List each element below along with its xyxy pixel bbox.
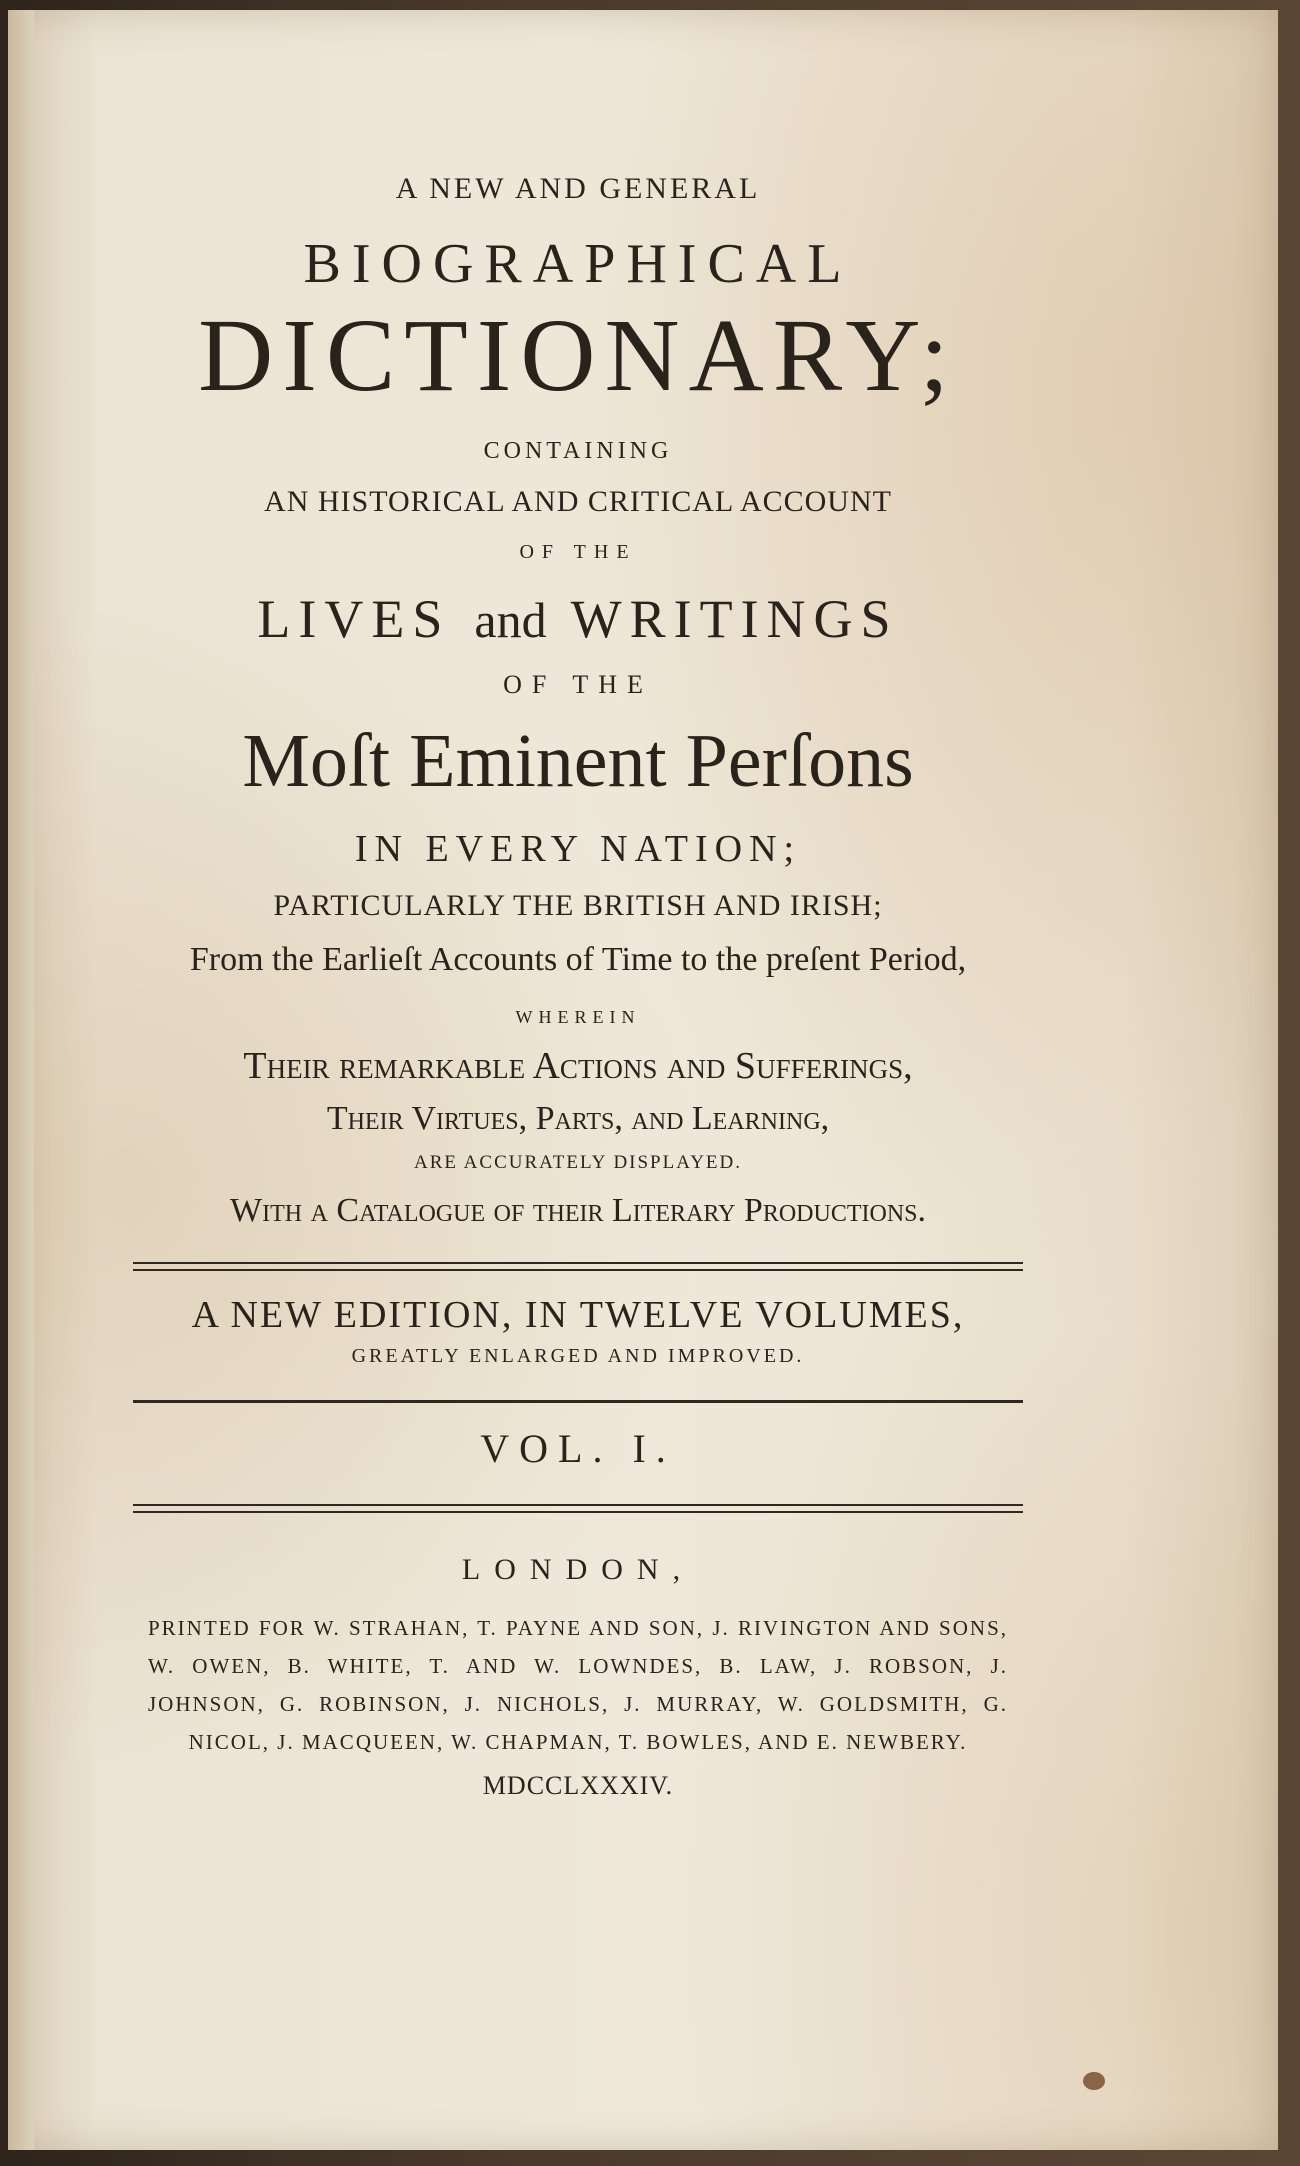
line-accurately-displayed: ARE ACCURATELY DISPLAYED. [413,1152,743,1173]
line-every-nation: IN EVERY NATION; [354,828,802,870]
line-new-edition: A NEW EDITION, IN TWELVE VOLUMES, [191,1294,965,1336]
line-dictionary: DICTIONARY; [198,298,958,413]
title-page [8,10,1278,2150]
line-wherein: WHEREIN [515,1007,641,1027]
line-of-the-second: OF THE [503,670,653,699]
rule-above-edition [133,1262,1023,1271]
printers-imprint: PRINTED FOR W. STRAHAN, T. PAYNE AND SON, J. RIVINGTON AND SONS, W. OWEN, B. WHITE, T. AND W. LOWNDES, B. LAW, J. ROBSON, J. JOHNSON, G. ROBINSON, J. NICHOLS, J. MURRAY, W. GOLDSMITH, G. NICOL, J. MACQUEEN, W. CHAPMAN, T. BOWLES, AND E. NEWBERY. [148,1616,1008,1754]
line-volume: VOL. I. [480,1426,676,1471]
and-word: and [474,592,547,648]
line-new-general: A NEW AND GENERAL [395,172,761,205]
ink-stain [1083,2072,1105,2090]
writings-word: WRITINGS [570,589,899,649]
title-page-text [118,150,1038,1801]
line-publication-date: MDCCLXXXIV. [482,1771,674,1800]
page-gutter [8,10,34,2150]
line-most-eminent-persons: Moſt Eminent Perſons [242,719,914,803]
line-biographical: BIOGRAPHICAL [303,233,853,295]
lives-word: LIVES [257,589,451,649]
line-containing: CONTAINING [483,438,673,464]
line-of-the-first: OF THE [519,541,637,563]
line-actions-sufferings: Their remarkable Actions and Sufferings, [243,1045,913,1087]
line-lives-and-writings [118,588,1038,650]
line-historical-account: AN HISTORICAL AND CRITICAL ACCOUNT [264,485,892,518]
line-british-and-irish: PARTICULARLY THE BRITISH AND IRISH; [273,889,883,922]
rule-below-volume [133,1504,1023,1513]
line-catalogue: With a Catalogue of their Literary Productions. [230,1192,926,1229]
line-earliest-accounts: From the Earlieſt Accounts of Time to the preſent Period, [189,941,967,978]
rule-above-volume [133,1400,1023,1403]
line-enlarged-improved: GREATLY ENLARGED AND IMPROVED. [351,1345,805,1367]
line-london: LONDON, [461,1553,695,1586]
line-virtues-parts-learning: Their Virtues, Parts, and Learning, [326,1100,830,1137]
